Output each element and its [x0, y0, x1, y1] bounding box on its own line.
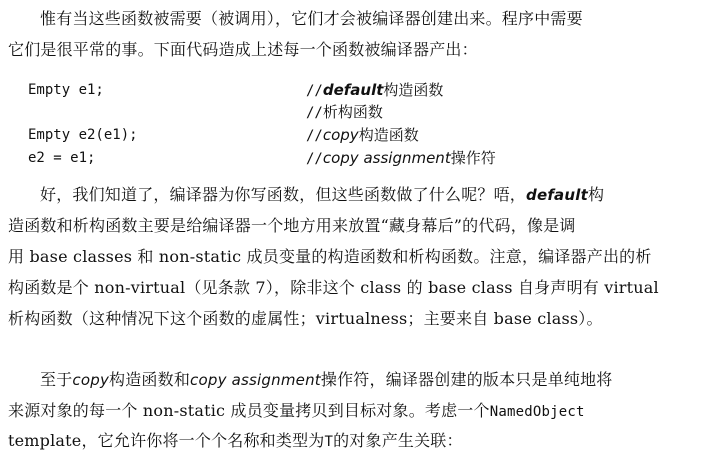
para1-line1: 惟有当这些函数被需要（被调用），它们才会被编译器创建出来。程序中需要 — [40, 9, 583, 28]
text-run: 的对象产生关联： — [333, 431, 463, 450]
text-emphasis: copy assignment — [190, 371, 321, 389]
comment-text: 构造函数 — [358, 126, 419, 144]
comment-slashes: // — [306, 83, 323, 99]
code-statement: Empty e2(e1); — [28, 127, 138, 143]
para2-line3: 用 base classes 和 non-static 成员变量的构造函数和析构函数。注意，编译器产出的析 — [8, 247, 652, 266]
para2-line5: 析构函数（这种情况下这个函数的虚属性；virtualness；主要来自 base class）。 — [8, 309, 603, 328]
text-emphasis: copy — [72, 371, 110, 389]
code-statement: e2 = e1; — [28, 150, 96, 166]
comment-emphasis: copy — [322, 126, 359, 144]
code-comment — [306, 124, 419, 147]
para2-line1 — [40, 184, 715, 206]
comment-text: 析构函数 — [322, 103, 383, 121]
text-run: 操作符，编译器创建的版本只是单纯地将 — [320, 370, 613, 389]
code-row-4 — [28, 147, 708, 169]
code-inline: T — [324, 434, 334, 450]
text-run: 好，我们知道了，编译器为你写函数，但这些函数做了什么呢？唔， — [40, 185, 527, 204]
comment-slashes: // — [306, 105, 323, 121]
code-inline: NamedObject — [489, 404, 585, 420]
code-comment — [306, 79, 443, 102]
para3-line3 — [8, 430, 715, 453]
para3-line1 — [40, 369, 715, 391]
code-row-2 — [28, 101, 708, 123]
comment-slashes: // — [306, 128, 323, 144]
comment-slashes: // — [306, 151, 323, 167]
para1-line2: 它们是很平常的事。下面代码造成上述每一个函数被编译器产出： — [8, 40, 478, 59]
code-row-1 — [28, 79, 708, 101]
text-emphasis: default — [526, 186, 588, 204]
comment-text: 操作符 — [450, 149, 496, 167]
text-run: 至于 — [40, 370, 73, 389]
code-row-3 — [28, 124, 708, 146]
para3-line2 — [8, 400, 715, 423]
code-comment — [306, 147, 496, 170]
text-run: template，它允许你将一个个名称和类型为 — [8, 431, 325, 450]
text-run: 构造函数和 — [109, 370, 191, 389]
text-run: 构 — [587, 185, 605, 204]
code-comment — [306, 101, 383, 124]
comment-emphasis: default — [322, 81, 384, 99]
para2-line2: 造函数和析构函数主要是给编译器一个地方用来放置“藏身幕后”的代码，像是调 — [8, 216, 576, 235]
comment-text: 构造函数 — [383, 81, 444, 99]
code-statement: Empty e1; — [28, 82, 104, 98]
comment-emphasis: copy assignment — [322, 149, 451, 167]
para2-line4: 构函数是个 non-virtual（见条款 7），除非这个 class 的 base class 自身声明有 virtual — [8, 278, 659, 297]
text-run: 来源对象的每一个 non-static 成员变量拷贝到目标对象。考虑一个 — [8, 401, 490, 420]
